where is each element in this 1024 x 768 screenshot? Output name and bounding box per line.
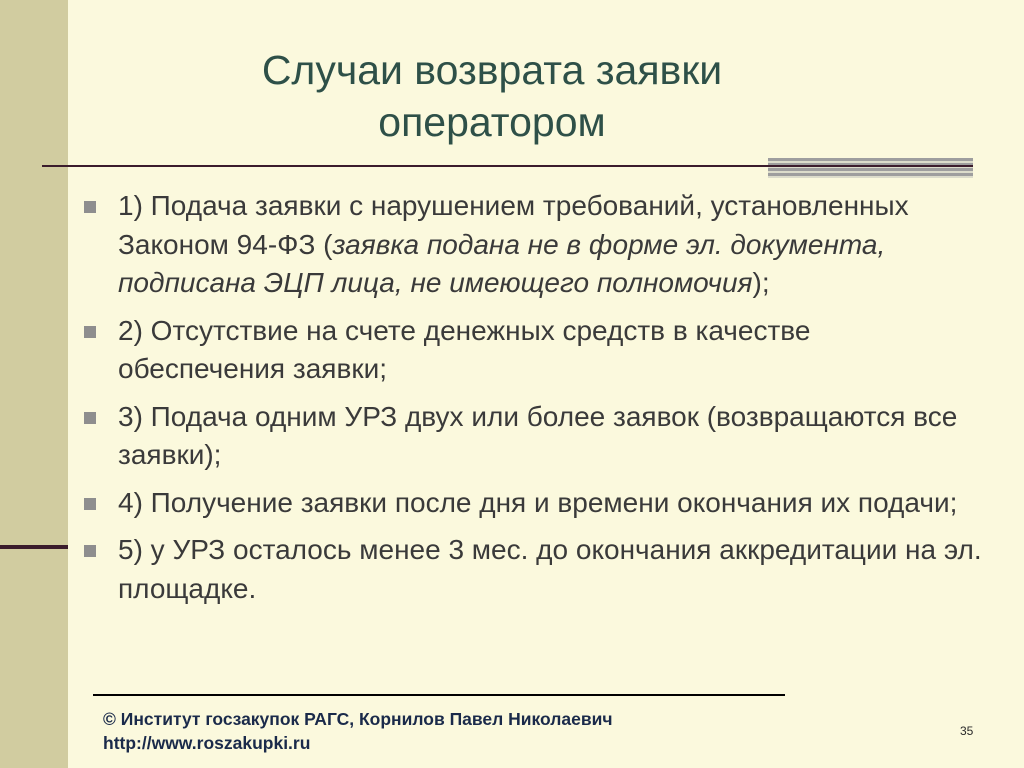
footer-divider: [93, 694, 785, 696]
bullet-item-1: [82, 187, 982, 303]
footer-copyright: © Институт госзакупок РАГС, Корнилов Павел Николаевич: [103, 709, 613, 729]
square-bullet-icon: [84, 326, 96, 338]
footer: [103, 707, 613, 755]
square-bullet-icon: [84, 498, 96, 510]
left-band-divider: [0, 545, 68, 549]
bullet-item-5: [82, 531, 982, 608]
slide-title-line-1: Случаи возврата заявки: [261, 47, 723, 93]
square-bullet-icon: [84, 201, 96, 213]
bullet-item-2-text: 2) Отсутствие на счете денежных средств в качестве обеспечения заявки;: [118, 314, 811, 384]
bullet-item-5-text: 5) у УРЗ осталось менее 3 мес. до окончания аккредитации на эл. площадке.: [118, 534, 982, 604]
square-bullet-icon: [84, 412, 96, 424]
title-divider: [42, 165, 973, 167]
bullet-item-4-text: 4) Получение заявки после дня и времени окончания их подачи;: [118, 486, 958, 518]
bullet-item-1-text: 1) Подача заявки с нарушением требований, установленных Законом 94-ФЗ (: [118, 190, 909, 260]
footer-url: http://www.roszakupki.ru: [103, 733, 311, 753]
bullet-item-3: [82, 398, 982, 475]
bullet-item-4: [82, 484, 982, 523]
title-accent-stripes: [768, 158, 973, 178]
square-bullet-icon: [84, 545, 96, 557]
bullet-item-1-italic: заявка подана не в форме эл. документа, подписана ЭЦП лица, не имеющего полномочия: [118, 228, 886, 298]
left-decorative-band: [0, 0, 68, 768]
bullet-item-3-text: 3) Подача одним УРЗ двух или более заявок (возвращаются все заявки);: [118, 400, 958, 470]
bullet-item-1-tail: );: [752, 267, 770, 298]
slide-title: [68, 44, 916, 148]
bullet-list: [82, 187, 982, 617]
bullet-item-2: [82, 312, 982, 389]
slide-title-line-2: оператором: [378, 99, 606, 145]
page-number: 35: [960, 724, 974, 738]
